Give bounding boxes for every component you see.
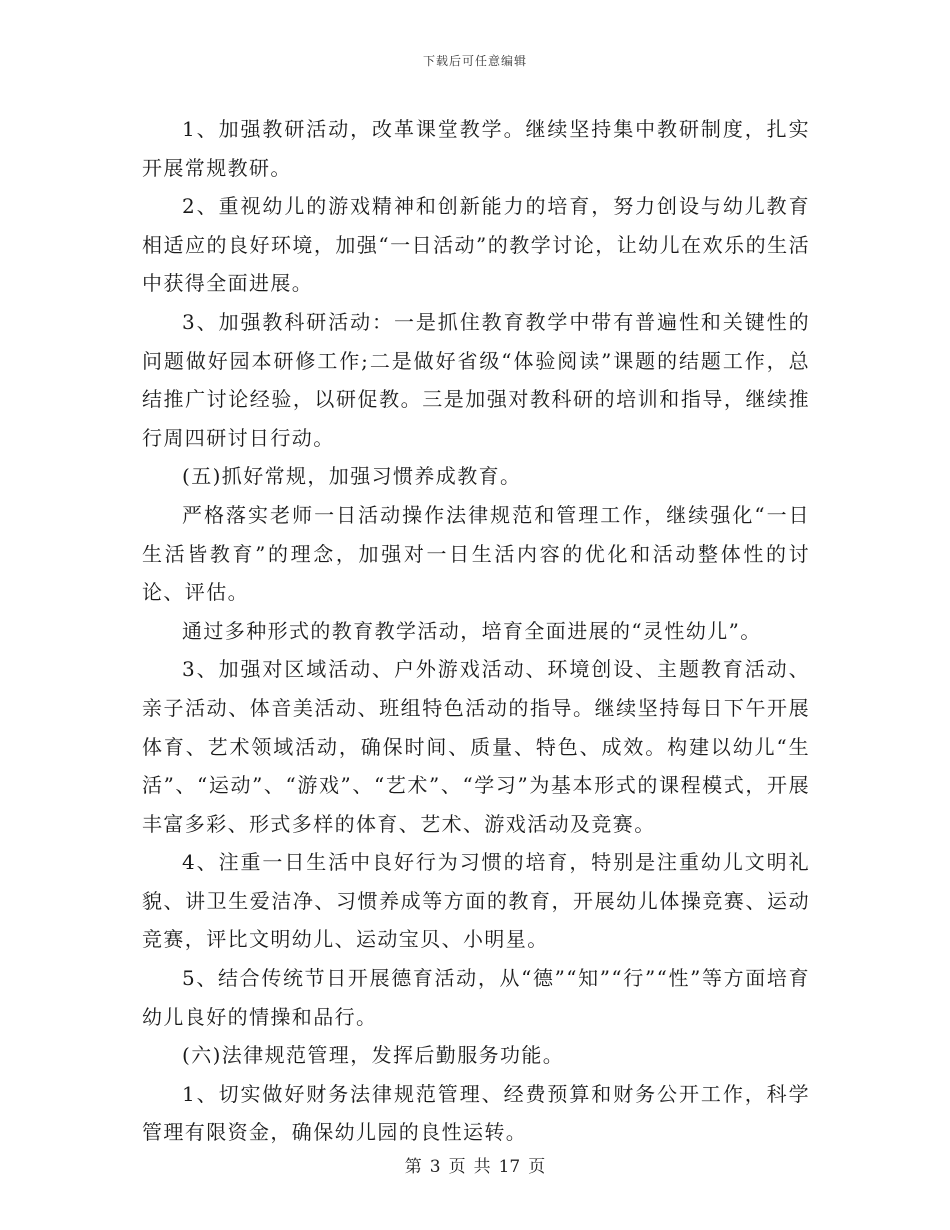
paragraph: 4、注重一日生活中良好行为习惯的培育，特别是注重幼儿文明礼貌、讲卫生爱洁净、习惯养成等方面的教育，开展幼儿体操竞赛、运动竞赛，评比文明幼儿、运动宝贝、小明星。 xyxy=(142,850,810,952)
section-heading: (六)法律规范管理，发挥后勤服务功能。 xyxy=(182,1043,565,1068)
paragraph: 通过多种形式的教育教学活动，培育全面进展的“灵性幼儿”。 xyxy=(182,618,762,643)
page-header: 下载后可任意编辑 xyxy=(422,54,527,68)
document-body xyxy=(142,110,810,1152)
paragraph: 严格落实老师一日活动操作法律规范和管理工作，继续强化“一日生活皆教育”的理念，加强对一日生活内容的优化和活动整体性的讨论、评估。 xyxy=(142,502,810,605)
page-label: 页 xyxy=(448,1157,466,1177)
paragraph: 3、加强教科研活动：一是抓住教育教学中带有普遍性和关键性的问题做好园本研修工作;二是做好省级“体验阅读”课题的结题工作，总结推广讨论经验，以研促教。三是加强对教科研的培训和指导，继续推行周四研讨日行动。 xyxy=(142,309,810,450)
total-prefix: 共 xyxy=(473,1157,491,1177)
page-footer xyxy=(0,1152,950,1177)
section-heading: (五)抓好常规，加强习惯养成教育。 xyxy=(182,464,522,489)
page-prefix: 第 xyxy=(404,1157,422,1177)
paragraph: 1、切实做好财务法律规范管理、经费预算和财务公开工作，科学管理有限资金，确保幼儿园的良性运转。 xyxy=(142,1081,810,1145)
paragraph: 1、加强教研活动，改革课堂教学。继续坚持集中教研制度，扎实开展常规教研。 xyxy=(142,117,810,180)
paragraph: 3、加强对区域活动、户外游戏活动、环境创设、主题教育活动、亲子活动、体音美活动、班组特色活动的指导。继续坚持每日下午开展体育、艺术领域活动，确保时间、质量、特色、成效。构建以幼儿“生活”、“运动”、“游戏”、“艺术”、“学习”为基本形式的课程模式，开展丰富多彩、形式多样的体育、艺术、游戏活动及竞赛。 xyxy=(142,657,810,836)
paragraph: 2、重视幼儿的游戏精神和创新能力的培育，努力创设与幼儿教育相适应的良好环境，加强“一日活动”的教学讨论，让幼儿在欢乐的生活中获得全面进展。 xyxy=(142,194,810,296)
total-label: 页 xyxy=(528,1157,546,1177)
paragraph: 5、结合传统节日开展德育活动，从“德”“知”“行”“性”等方面培育幼儿良好的情操和品行。 xyxy=(142,966,810,1029)
current-page-number: 3 xyxy=(429,1157,441,1177)
total-page-count: 17 xyxy=(498,1157,521,1177)
